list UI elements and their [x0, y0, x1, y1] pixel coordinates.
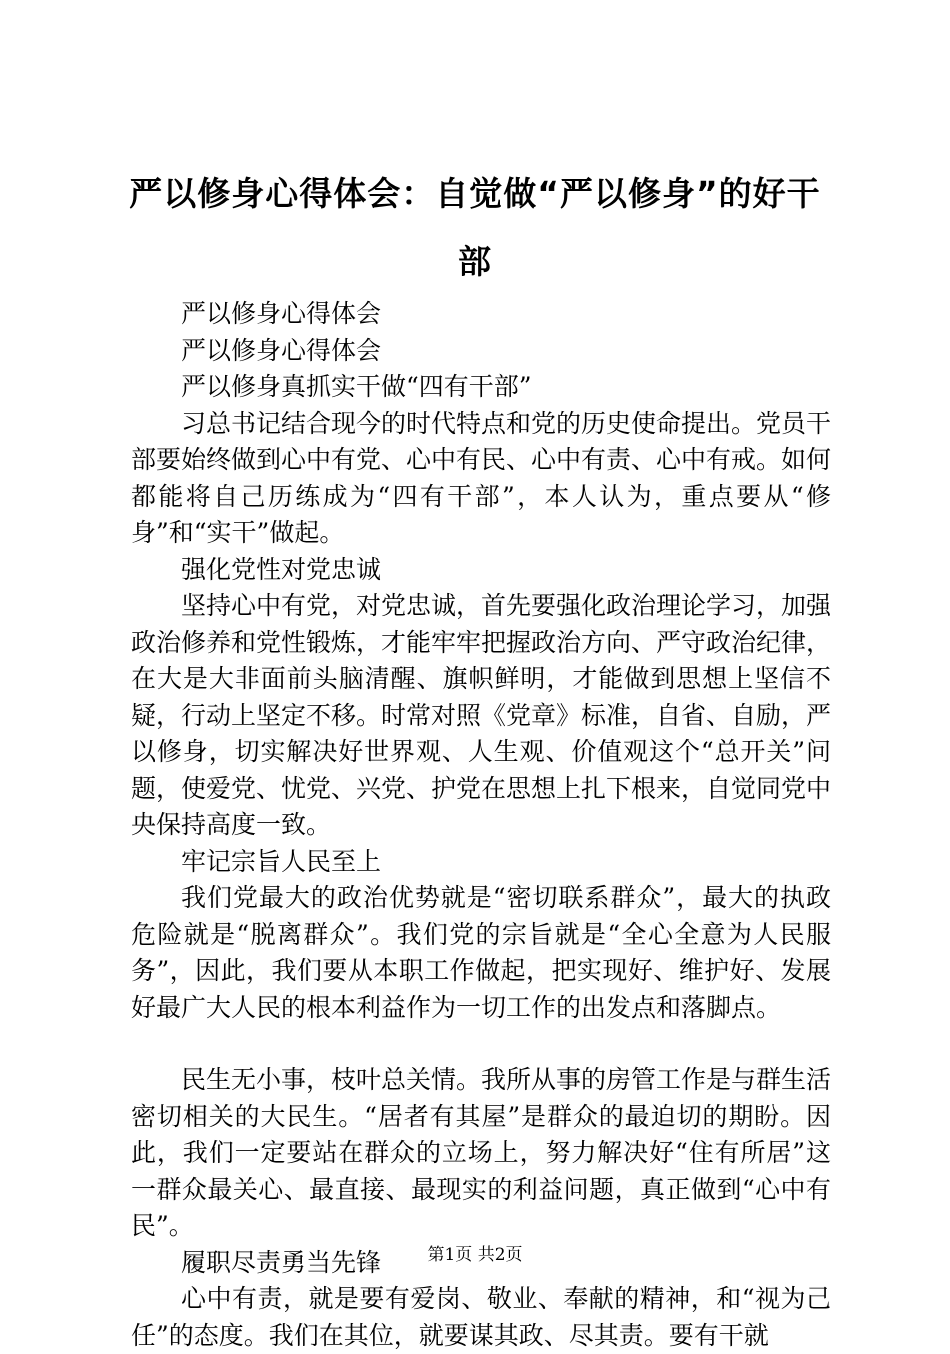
paragraph-subtitle-2: 严以修身心得体会	[181, 335, 382, 365]
document-title: 严以修身心得体会：自觉做“严以修身”的好干部	[129, 174, 821, 281]
section-heading-party-loyalty: 强化党性对党忠诚	[181, 554, 382, 584]
page-footer: 第1页 共2页	[427, 1245, 523, 1265]
paragraph-people-first: 我们党最大的政治优势就是“密切联系群众”，最大的执政危险就是“脱离群众”。我们党的宗旨就是“全心全意为人民服务”，因此，我们要从本职工作做起，把实现好、维护好、发展好最广大人民的根本利益作为一切工作的出发点和落脚点。	[131, 883, 831, 1022]
paragraph-intro: 习总书记结合现今的时代特点和党的历史使命提出。党员干部要始终做到心中有党、心中有民、心中有责、心中有戒。如何都能将自己历练成为“四有干部”，本人认为，重点要从“修身”和“实干”做起。	[131, 408, 832, 547]
document-body	[131, 296, 831, 1354]
paragraph-livelihood: 民生无小事，枝叶总关情。我所从事的房管工作是与群生活密切相关的大民生。“居者有其屋”是群众的最迫切的期盼。因此，我们一定要站在群众的立场上，努力解决好“住有所居”这一群众最关心、最直接、最现实的利益问题，真正做到“心中有民”。	[131, 1065, 832, 1240]
paragraph-duty: 心中有责，就是要有爱岗、敬业、奉献的精神，和“视为己任”的态度。我们在其位，就要谋其政、尽其责。要有干就	[131, 1284, 831, 1350]
section-heading-people-first: 牢记宗旨人民至上	[181, 846, 382, 876]
paragraph-subtitle-1: 严以修身心得体会	[181, 299, 382, 328]
paragraph-heading-main: 严以修身真抓实干做“四有干部”	[181, 372, 532, 401]
paragraph-party-loyalty: 坚持心中有党，对党忠诚，首先要强化政治理论学习，加强政治修养和党性锻炼，才能牢牢把握政治方向、严守政治纪律，在大是大非面前头脑清醒、旗帜鲜明，才能做到思想上坚信不疑，行动上坚定不移。时常对照《党章》标准，自省、自励，严以修身，切实解决好世界观、人生观、价值观这个“总开关”问题，使爱党、忧党、兴党、护党在思想上扎下根来，自觉同党中央保持高度一致。	[131, 591, 832, 839]
section-heading-duty: 履职尽责勇当先锋	[181, 1247, 382, 1277]
